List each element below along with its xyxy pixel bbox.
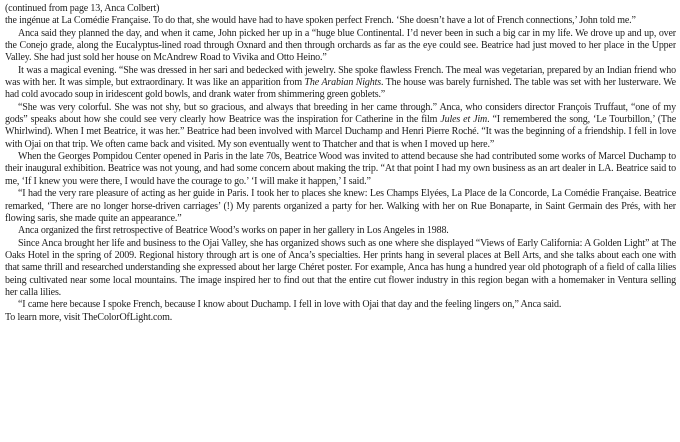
paragraph-text: . The house was barely furnished. The table was set with her lusterware. We had cold avocado soup in iridescent gold bowls, and drank water from shimmering green goblets.” xyxy=(5,77,676,101)
article-paragraph xyxy=(5,312,676,324)
article-paragraph xyxy=(5,299,676,311)
article-paragraph xyxy=(5,28,676,65)
article-paragraph xyxy=(5,65,676,102)
paragraph-text: the ingénue at La Comédie Française. To do that, she would have had to have spoken perfect French. ‘She doesn’t have a lot of French connections,’ John told me.” xyxy=(5,15,636,27)
paragraph-text: Anca said they planned the day, and when it came, John picked her up in a “huge blue Continental. I’d never been in such a big car in my life. We drove up and up, over the Conejo grade, along the Eucalyptus-lined road through Oxnard and then through orchards as far as the eye could see. Beatrice had just moved to her place in the Upper Valley. She had just sold her house on McAndrew Road to Vivika and Otto Heino.” xyxy=(5,27,676,64)
article-paragraph xyxy=(5,188,676,225)
article-paragraph xyxy=(5,15,676,27)
paragraph-text: Anca organized the first retrospective of Beatrice Wood’s works on paper in her gallery in Los Angeles in 1988. xyxy=(18,225,449,237)
article-paragraph xyxy=(5,102,676,151)
paragraph-text: “She was very colorful. She was not shy, but so gracious, and always that breeding in her came through.” Anca, who considers director François Truffaut, “one of my gods” speaks about how she could see very clearly how Beatrice was the inspiration for Catherine in the film xyxy=(5,101,676,126)
article-page xyxy=(5,3,676,439)
paragraph-text: . “I remembered the song, ‘Le Tourbillon,’ (The Whirlwind). When I met Beatrice, it was her.” Beatrice had been involved with Marcel Duchamp and Henri Pierre Roché. “It was the beginning of a friendship. I fell in love with Ojai on that trip. We often came back and visited. My son eventually went to Thatcher and that is when I moved up here.” xyxy=(5,114,676,150)
paragraph-text: To learn more, visit TheColorOfLight.com. xyxy=(5,311,173,323)
italic-title: Jules et Jim xyxy=(440,114,488,126)
paragraph-text: “I came here because I spoke French, because I know about Duchamp. I fell in love with Ojai that day and the feeling lingers on,” Anca said. xyxy=(18,299,562,311)
paragraph-text: Since Anca brought her life and business to the Ojai Valley, she has organized shows such as one where she displayed “Views of Early California: A Golden Light” at The Oaks Hotel in the spring of 2009. Regional history through art is one of Anca’s specialties. Her prints hang in several places at Bell Arts, and she talks about each one with that same thrill and researched understanding she expressed about her large Chéret poster. For example, Anca has hung a hundred year old photograph of a field of calla lilies being cultivated near some local mountains. The image inspired her to find out that the entire cut flower industry in this region began with a homemaker in Ventura selling her calla lilies. xyxy=(5,237,676,298)
continuation-header: (continued from page 13, Anca Colbert) xyxy=(5,3,160,14)
italic-title: The Arabian Nights xyxy=(304,77,381,89)
paragraph-text: “I had the very rare pleasure of acting as her guide in Paris. I took her to places she knew: Les Champs Elyées, La Place de la Concorde, La Comédie Française. Beatrice remarked, ‘There are no longer horse-driven carriages’ (!) My parents organized a party for her. Walking with her on Rue Bonaparte, in Saint Germain des Prés, with her flowing saris, she made quite an appearance.” xyxy=(5,188,676,224)
article-body xyxy=(5,15,676,324)
article-paragraph xyxy=(5,238,676,300)
article-paragraph xyxy=(5,225,676,237)
article-paragraph xyxy=(5,151,676,188)
paragraph-text: It was a magical evening. “She was dressed in her sari and bedecked with jewelry. She spoke flawless French. The meal was vegetarian, prepared by an Indian friend who was with her. It was simple, but extraordinary. It was like an apparition from xyxy=(5,64,676,89)
paragraph-text: When the Georges Pompidou Center opened in Paris in the late 70s, Beatrice Wood was invited to attend because she had contributed some works of Marcel Duchamp to their inaugural exhibition. Beatrice was not young, and had some concern about making the trip. “At that point I had my own business as an art dealer in LA. Beatrice said to me, ‘If I knew you were there, I would have the courage to go.’ ‘I will make it happen,’ I said.” xyxy=(5,151,676,187)
